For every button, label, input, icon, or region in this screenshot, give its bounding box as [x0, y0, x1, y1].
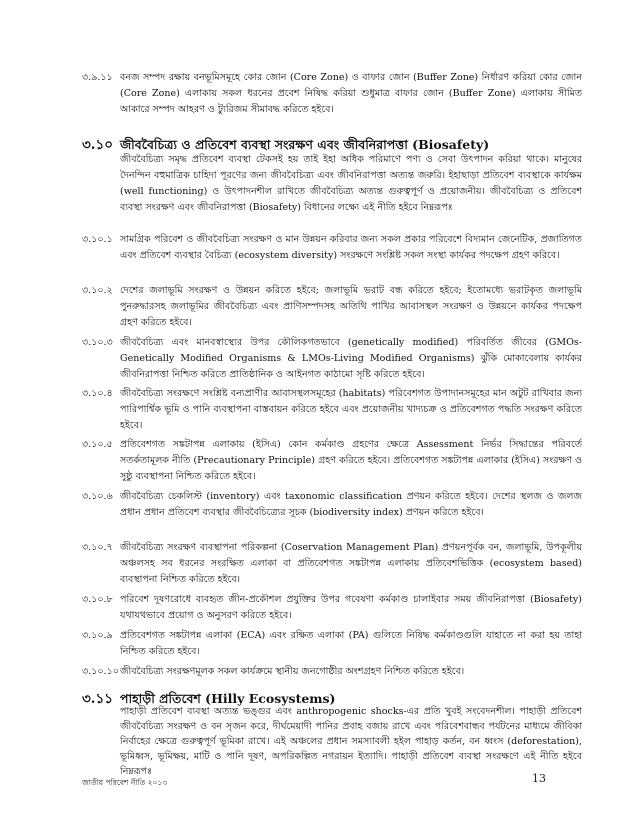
clause-text: দেশের জলাভূমি সংরক্ষণ ও উন্নয়ন করিতে হইবে; জলাভূমি ভরাট বন্ধ করিতে হইবে; ইতোমধ্যে ভরাটকৃত জলাভূমি পুনরুদ্ধারসহ জলাভূমির জীববৈচিত্র্য এবং প্রাণিসম্পদসহ অতিথি পাখির আবাসস্থল সংরক্ষণ ও উন্নয়নে কার্যকর পদক্ষেপ গ্রহণ করিতে হইবে।	[120, 285, 582, 328]
footer-document-title: জাতীয় পরিবেশ নীতি ২০১৩	[82, 778, 168, 787]
clause-number: ৩.১০.২	[82, 285, 113, 296]
clause-number: ৩.১০.৮	[82, 594, 113, 605]
clause-3-10-8	[82, 592, 582, 624]
clause-number: ৩.১০.৪	[82, 388, 113, 399]
clause-text: জীববৈচিত্র্য সংরক্ষণ ব্যবস্থাপনা পরিকল্পনা (Coservation Management Plan) প্রণয়নপূর্বক বন, জলাভূমি, উপকূলীয় অঞ্চলসহ সব ধরনের সংরক্ষিত এলাকা বা প্রতিবেশগত সঙ্কটাপন্ন এলাকায় প্রতিবেশভিত্তিক (ecosystem based) ব্যবস্থাপনা নিশ্চিত করিতে হইবে।	[120, 542, 582, 585]
clause-3-10-1	[82, 232, 582, 264]
clause-number: ৩.১০.১	[82, 234, 113, 245]
clause-number: ৩.১০.৩	[82, 337, 113, 348]
clause-number: ৩.৯.১১	[82, 72, 113, 83]
clause-3-10-2	[82, 283, 582, 331]
clause-text: পরিবেশ দূষণরোধে ব্যবহৃত জীন-প্রকৌশল প্রযুক্তির উপর গবেষণা কর্মকাণ্ড চালাইবার সময় জীবনিরাপত্তা (Biosafety) যথাযথভাবে প্রয়োগ ও অনুসরণ করিতে হইবে।	[120, 594, 582, 621]
clause-text: জীববৈচিত্র্য চেকলিস্ট (inventory) এবং taxonomic classification প্রণয়ন করিতে হইবে। দেশের স্থলজ ও জলজ প্রধান প্রধান প্রতিবেশ ব্যবস্থার জীববৈচিত্র্যের সূচক (biodiversity index) প্রণয়ন করিতে হইবে।	[120, 491, 582, 518]
clause-text: বনজ সম্পদ রক্ষায় বনভূমিসমূহে কোর জোন (Core Zone) ও বাফার জোন (Buffer Zone) নির্ধারণ করিয়া কোর জোন (Core Zone) এলাকায় সকল ধরনের প্রবেশ নিষিদ্ধ করিয়া শুধুমাত্র বাফার জোন (Buffer Zone) এলাকায় সীমিত আকারে সম্পদ আহরণ ও ট্যুরিজম সীমাবদ্ধ করিতে হইবে।	[120, 72, 582, 115]
section-title: পাহাড়ী প্রতিবেশ (Hilly Ecosystems)	[120, 691, 336, 706]
clause-text: জীববৈচিত্র্য সংরক্ষণে সংশ্লিষ্ট বন্যপ্রাণীর আবাসস্থলসমূহের (habitats) পরিবেশগত উপাদানসমূহের মান অটুট রাখিবার জন্য পারিপার্শ্বিক ভূমি ও পানি ব্যবস্থাপনা বাস্তবায়ন করিতে হইবে এবং প্রয়োজনীয় খাদ্যচক্র ও প্রতিবেশগত পদ্ধতি সংরক্ষণ করিতে হইবে।	[120, 388, 582, 431]
clause-3-10-3	[82, 335, 582, 383]
clause-3-10-9	[82, 628, 582, 660]
clause-number: ৩.১০.১০	[82, 666, 119, 677]
clause-3-10-4	[82, 386, 582, 434]
page-number: 13	[532, 772, 546, 785]
clause-number: ৩.১০.৯	[82, 630, 113, 641]
clause-text: প্রতিবেশগত সঙ্কটাপন্ন এলাকায় (ইসিএ) কোন কর্মকাণ্ড গ্রহণের ক্ষেত্রে Assessment নির্ভর সিদ্ধান্তের পরিবর্তে সতর্কতামূলক নীতি (Precautionary Principle) গ্রহণ করিতে হইবে। প্রতিবেশগত সঙ্কটাপন্ন এলাকার (ইসিএ) সংরক্ষণ ও সুষ্ঠু ব্যবস্থাপনা নিশ্চিত করিতে হইবে।	[120, 439, 582, 482]
clause-text: প্রতিবেশগত সঙ্কটাপন্ন এলাকা (ECA) এবং রক্ষিত এলাকা (PA) গুলিতে নিষিদ্ধ কর্মকাণ্ডগুলি যাহাতে না করা হয় তাহা নিশ্চিত করিতে হইবে।	[120, 630, 582, 657]
clause-3-10-10	[82, 664, 582, 680]
clause-3-10-5	[82, 437, 582, 485]
clause-3-9-11	[82, 70, 582, 118]
section-number: ৩.১০	[82, 137, 114, 153]
clause-3-10-7	[82, 540, 582, 588]
section-title: জীববৈচিত্র্য ও প্রতিবেশ ব্যবস্থা সংরক্ষণ এবং জীবনিরাপত্তা (Biosafety)	[120, 137, 490, 152]
clause-number: ৩.১০.৭	[82, 542, 113, 553]
clause-text: সামগ্রিক পরিবেশ ও জীববৈচিত্র্য সংরক্ষণ ও মান উন্নয়ন করিবার জন্য সকল প্রকার পরিবেশে বিদ্যমান জেনেটিক, প্রজাতিগত এবং প্রতিবেশ ব্যবস্থার বৈচিত্র্য (ecosystem diversity) সংরক্ষণে সংশ্লিষ্ট সকল সংস্থা কার্যকর পদক্ষেপ গ্রহণ করিবে।	[120, 234, 582, 261]
clause-number: ৩.১০.৫	[82, 439, 113, 450]
section-intro-3-11: পাহাড়ী প্রতিবেশ ব্যবস্থা অত্যন্ত ভঙ্গুর এবং anthropogenic shocks-এর প্রতি খুবই সংবেদনশীল। পাহাড়ী প্রতিবেশ জীববৈচিত্র্য সংরক্ষণ ও বন সৃজন করে, দীর্ঘমেয়াদী পানির প্রবাহ বজায় রাখে এবং পরিবেশবান্ধব পর্যটনের মাধ্যমে জীবিকা নির্বাহের ক্ষেত্রে গুরুত্বপূর্ণ ভূমিকা রাখে। এই অঞ্চলের প্রধান সমস্যাবলী হইল পাহাড় কর্তন, বন ধ্বংস (deforestation), ভূমিধ্বস, ভূমিক্ষয়, মাটি ও পানি দূষণ, অপরিকল্পিত নগরায়ন ইত্যাদি। পাহাড়ী প্রতিবেশ ব্যবস্থা সংরক্ষণে এই নীতি হইবে নিম্নরূপঃ	[120, 706, 582, 777]
clause-text: জীববৈচিত্র্য এবং মানবস্বাস্থ্যের উপর কৌলিকগতভাবে (genetically modified) পরিবর্তিত জীবের (GMOs-Genetically Modified Organisms & LMOs-Living Modified Organisms) ঝুঁকি মোকাবেলায় কার্যকর জীবনিরাপত্তা নিশ্চিত করিতে প্রাতিষ্ঠানিক ও আইনগত কাঠামো সৃষ্টি করিতে হইবে।	[120, 337, 582, 380]
clause-text: জীববৈচিত্র্য সংরক্ষণমূলক সকল কার্যক্রমে স্থানীয় জনগোষ্ঠীর অংশগ্রহণ নিশ্চিত করিতে হইবে।	[120, 666, 465, 677]
clause-number: ৩.১০.৬	[82, 491, 113, 502]
section-number: ৩.১১	[82, 691, 113, 707]
section-intro-3-10: জীববৈচিত্র্য সমৃদ্ধ প্রতিবেশ ব্যবস্থা টেকসই হয় তাই ইহা অধিক পরিমাণে পণ্য ও সেবা উৎপাদন করিয়া থাকে। মানুষের দৈনন্দিন বহুমাত্রিক চাহিদা পূরণের জন্য জীববৈচিত্র্য এবং জীবনিরাপত্তা অত্যন্ত জরুরি। ইহাছাড়া প্রতিবেশ ব্যবস্থাকে কার্যক্ষম (well functioning) ও উৎপাদনশীল রাখিতে জীববৈচিত্র্য অত্যন্ত গুরুত্বপূর্ণ ও প্রয়োজনীয়। জীববৈচিত্র্য ও প্রতিবেশ ব্যবস্থা সংরক্ষণ এবং জীবনিরাপত্তা (Biosafety) বিধানের লক্ষ্যে এই নীতি হইবে নিম্নরূপঃ	[120, 154, 582, 213]
clause-3-10-6	[82, 489, 582, 521]
